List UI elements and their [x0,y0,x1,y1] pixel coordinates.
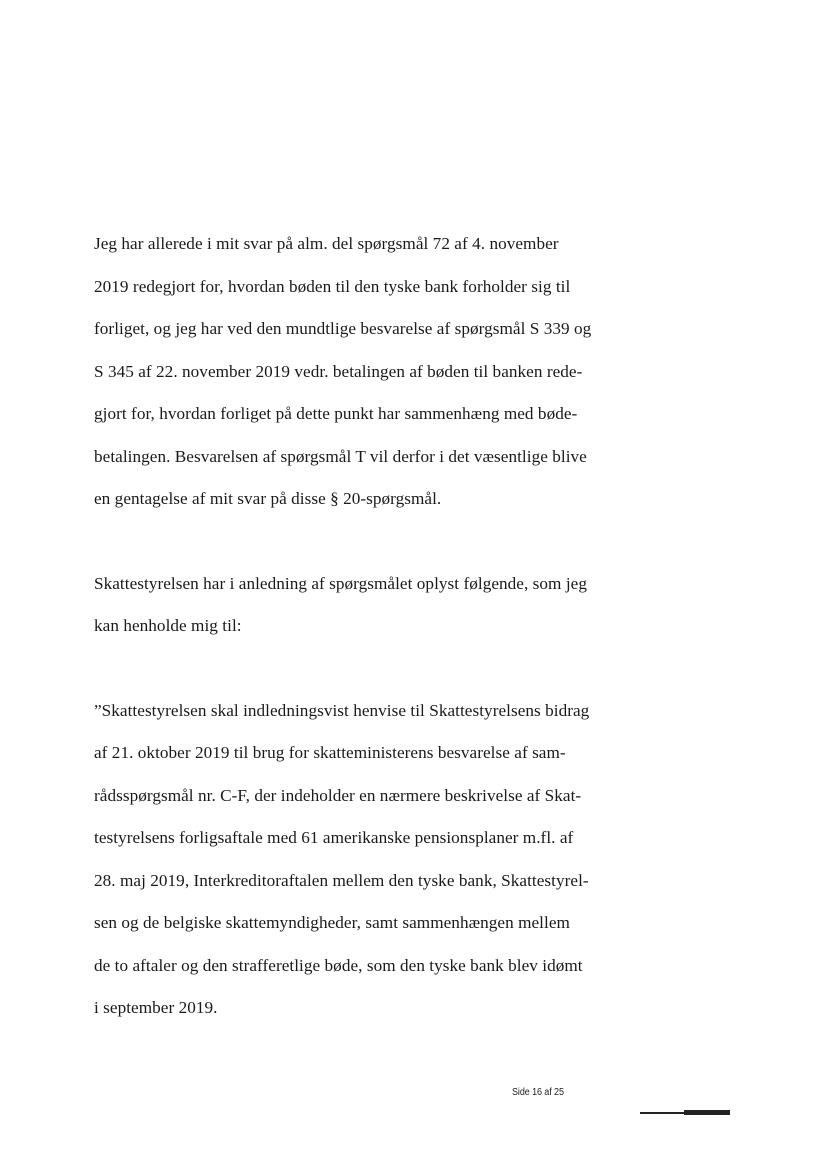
text-line: 28. maj 2019, Interkreditoraftalen mellem den tyske bank, Skattestyrel- [94,870,589,890]
footer-rule-thick [684,1110,730,1115]
text-line: af 21. oktober 2019 til brug for skatteministerens besvarelse af sam- [94,743,566,762]
text-line: Jeg har allerede i mit svar på alm. del spørgsmål 72 af 4. november [94,234,559,253]
text-line: rådsspørgsmål nr. C-F, der indeholder en nærmere beskrivelse af Skat- [94,785,582,805]
text-line: de to aftaler og den strafferetlige bøde, som den tyske bank blev idømt [94,955,583,975]
footer-rule [640,1110,730,1115]
page-number: Side 16 af 25 [512,1087,564,1098]
paragraph-spacer [94,524,614,566]
footer-rule-thin [640,1112,688,1114]
text-line: gjort for, hvordan forliget på dette punkt har sammenhæng med bøde- [94,404,578,423]
paragraph-intro [94,226,614,524]
paragraph-quote [94,693,614,1033]
text-line: kan henholde mig til: [94,616,242,635]
text-line: en gentagelse af mit svar på disse § 20-spørgsmål. [94,489,442,508]
text-line: i september 2019. [94,998,218,1017]
paragraph-skattestyrelsen [94,566,614,651]
text-line: forliget, og jeg har ved den mundtlige besvarelse af spørgsmål S 339 og [94,319,592,338]
text-line: betalingen. Besvarelsen af spørgsmål T vil derfor i det væsentlige blive [94,446,587,466]
text-line: ”Skattestyrelsen skal indledningsvist henvise til Skattestyrelsens bidrag [94,700,590,720]
text-line: sen og de belgiske skattemyndigheder, samt sammenhængen mellem [94,913,570,932]
paragraph-spacer [94,651,614,693]
text-line: Skattestyrelsen har i anledning af spørgsmålet oplyst følgende, som jeg [94,573,587,593]
document-body [94,226,614,1033]
text-line: testyrelsens forligsaftale med 61 amerikanske pensionsplaner m.fl. af [94,828,574,847]
text-line: 2019 redegjort for, hvordan bøden til den tyske bank forholder sig til [94,276,571,296]
text-line: S 345 af 22. november 2019 vedr. betalingen af bøden til banken rede- [94,361,583,381]
